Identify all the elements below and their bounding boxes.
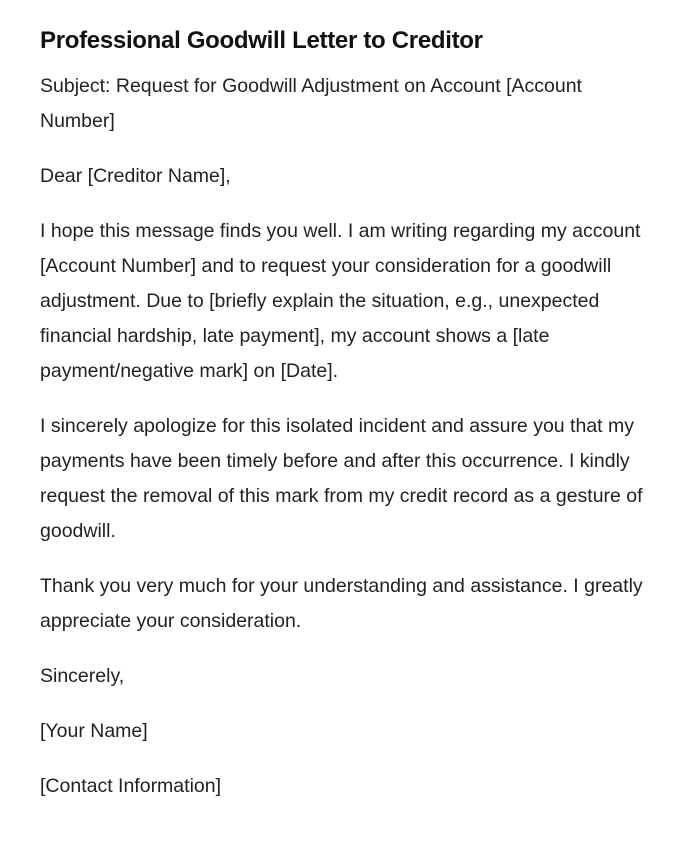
signature-name: [Your Name] [40, 720, 148, 742]
closing: Sincerely, [40, 665, 125, 687]
body-paragraph-apology: I sincerely apologize for this isolated incident and assure you that my payments have been timely before and after this occurrence. I kindly request the removal of this mark from my credit record as a gesture of goodwill. [40, 415, 643, 542]
salutation: Dear [Creditor Name], [40, 165, 231, 187]
contact-information: [Contact Information] [40, 775, 222, 797]
subject-line: Subject: Request for Goodwill Adjustment on Account [Account Number] [40, 75, 582, 132]
body-paragraph-intro: I hope this message finds you well. I am writing regarding my account [Account Number] and to request your consideration for a goodwill adjustment. Due to [briefly explain the situation, e.g., unexpected financial hardship, late payment], my account shows a [late payment/negative mark] on [Date]. [40, 220, 641, 382]
page-title: Professional Goodwill Letter to Creditor [40, 27, 483, 54]
body-paragraph-thanks: Thank you very much for your understanding and assistance. I greatly appreciate your consideration. [40, 575, 643, 632]
